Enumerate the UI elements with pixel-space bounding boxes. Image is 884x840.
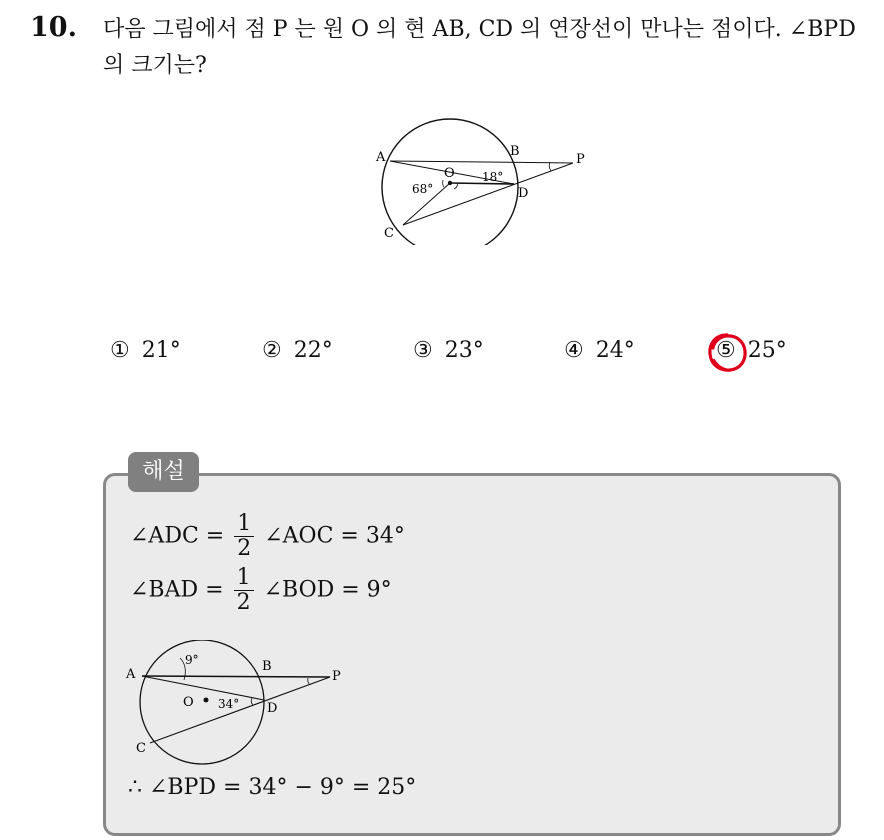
eq2-lhs: ∠BAD =: [130, 577, 224, 603]
label-o: O: [444, 166, 455, 181]
eq2-num: 1: [234, 566, 254, 591]
angle-d-arc: [251, 698, 253, 705]
choice-1-value: 21°: [141, 338, 181, 363]
label-a: A: [376, 150, 386, 165]
angle-aoc-arc: [443, 180, 444, 187]
line-ap: [390, 161, 573, 163]
label-a-2: A: [126, 667, 136, 682]
conclusion: ∴ ∠BPD = 34° − 9° = 25°: [128, 775, 417, 800]
eq1-rhs: ∠AOC = 34°: [264, 523, 405, 549]
label-p-2: P: [332, 669, 341, 684]
choice-5-mark: ⑤: [716, 338, 736, 363]
eq1-den: 2: [237, 536, 252, 561]
label-d: D: [518, 186, 529, 201]
explanation-tag: 해설: [128, 452, 199, 492]
choice-3-mark: ③: [413, 338, 433, 363]
choice-2-value: 22°: [293, 338, 333, 363]
explanation-figure: [120, 640, 360, 765]
angle-a-label: 9°: [185, 653, 199, 667]
label-b: B: [510, 144, 520, 159]
circle-o-2: [140, 640, 264, 764]
angle-o-arc: [454, 183, 458, 189]
choice-3-value: 23°: [444, 338, 484, 363]
angle-d-label: 34°: [218, 697, 240, 711]
eq1-lhs: ∠ADC =: [130, 523, 225, 549]
eq1-fraction: [234, 512, 254, 561]
label-c: C: [384, 226, 394, 241]
angle-p-label: 18°: [482, 170, 504, 184]
angle-aoc-label: 68°: [412, 182, 434, 196]
label-b-2: B: [262, 659, 272, 674]
label-d-2: D: [267, 701, 278, 716]
choice-2-mark: ②: [262, 338, 282, 363]
center-o-dot-2: [204, 698, 209, 703]
question-number: 10.: [30, 12, 77, 43]
equation-bad: [130, 566, 392, 615]
choice-1-mark: ①: [110, 338, 130, 363]
eq1-num: 1: [234, 512, 254, 537]
equation-adc: [130, 512, 405, 561]
choice-4-mark: ④: [564, 338, 584, 363]
label-c-2: C: [136, 741, 146, 756]
label-p: P: [576, 152, 585, 167]
choice-4-value: 24°: [595, 338, 635, 363]
choice-5-value: 25°: [747, 338, 787, 363]
center-o-dot: [448, 181, 452, 185]
choice-3[interactable]: [413, 338, 484, 363]
eq2-den: 2: [236, 590, 251, 615]
answer-circle-mark: [705, 330, 751, 376]
eq2-rhs: ∠BOD = 9°: [263, 577, 392, 603]
line-cp-2: [150, 677, 330, 743]
choice-4[interactable]: [564, 338, 635, 363]
eq2-fraction: [234, 566, 254, 615]
choice-2[interactable]: [262, 338, 333, 363]
question-text: 다음 그림에서 점 P 는 원 O 의 현 AB, CD 의 연장선이 만나는 점이다. ∠BPD 의 크기는?: [103, 17, 856, 78]
angle-p-arc: [549, 162, 551, 171]
line-ap-2: [142, 676, 330, 677]
problem-figure: [368, 115, 598, 245]
label-o-2: O: [183, 695, 194, 710]
choice-1[interactable]: [110, 338, 181, 363]
line-ad-2: [142, 676, 264, 700]
